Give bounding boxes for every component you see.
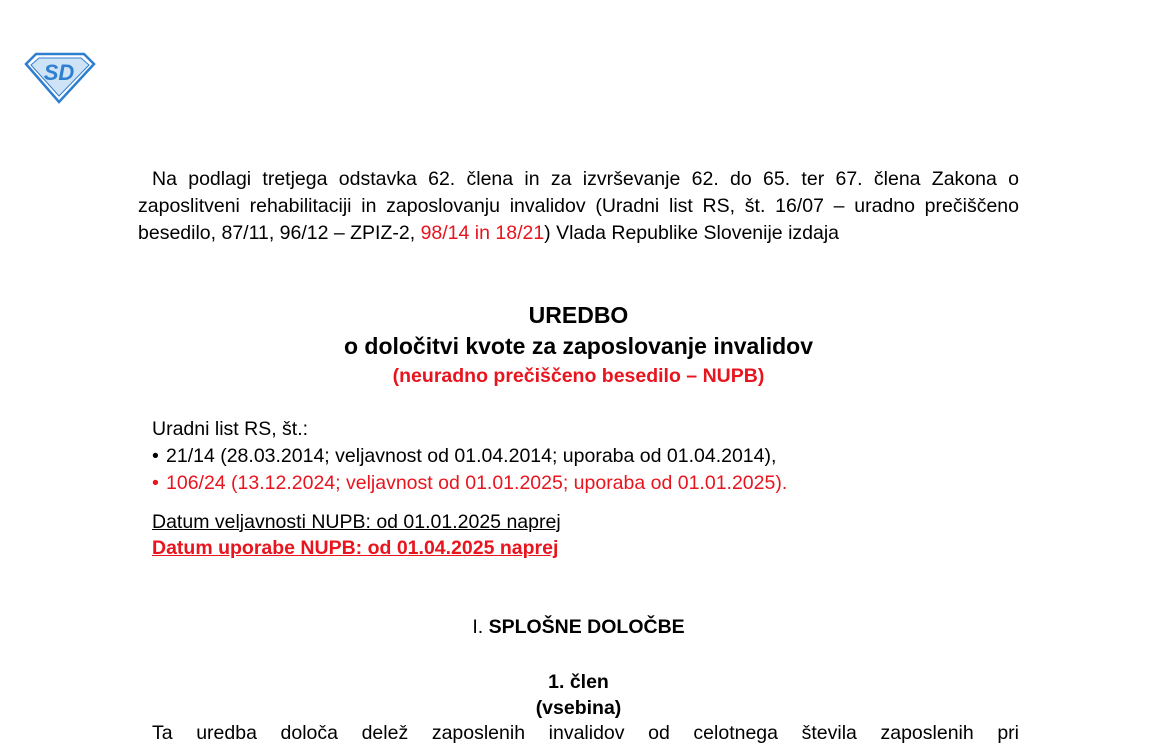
chapter-heading (138, 614, 1019, 641)
chapter-numeral: I. (472, 616, 489, 638)
gazette-list (152, 416, 787, 497)
sd-logo (22, 50, 96, 104)
document-title: UREDBO (528, 302, 629, 328)
chapter-title: SPLOŠNE DOLOČBE (488, 616, 685, 638)
gazette-entry-text: 106/24 (13.12.2024; veljavnost od 01.01.2025; uporaba od 01.01.2025). (166, 472, 788, 494)
validity-block (152, 509, 561, 561)
intro-text-2: ) Vlada Republike Slovenije izdaja (544, 222, 840, 244)
gazette-label: Uradni list RS, št.: (152, 418, 309, 440)
intro-paragraph (138, 166, 1019, 247)
intro-amendments: 98/14 in 18/21 (420, 222, 545, 244)
bullet-icon: • (152, 445, 159, 467)
gazette-entry-text: 21/14 (28.03.2014; veljavnost od 01.04.2014; uporaba od 01.04.2014), (166, 445, 777, 467)
unofficial-note: (neuradno prečiščeno besedilo – NUPB) (392, 365, 765, 387)
use-date: Datum uporabe NUPB: od 01.04.2025 naprej (152, 537, 559, 559)
article-heading: (vsebina) (535, 697, 622, 719)
gazette-entry (152, 470, 787, 497)
article-text: Ta uredba določa delež zaposlenih invalidov od celotnega števila zaposlenih pri (152, 722, 1019, 744)
article-number: 1. člen (548, 671, 609, 693)
bullet-icon: • (152, 472, 159, 494)
gazette-entry (152, 443, 787, 470)
svg-text:SD: SD (43, 60, 75, 85)
document-subtitle: o določitvi kvote za zaposlovanje invalidov (343, 333, 814, 359)
intro-text-1: Na podlagi tretjega odstavka 62. člena in za izvrševanje 62. do 65. ter 67. člena Zakona o zaposlitveni rehabilitaciji in zaposlovanju invalidov (Uradni list RS, št. 16/07 – uradno prečiščeno besedilo, 87/11, 96/12 – ZPIZ-2, (138, 168, 1019, 244)
validity-date: Datum veljavnosti NUPB: od 01.01.2025 naprej (152, 511, 561, 533)
